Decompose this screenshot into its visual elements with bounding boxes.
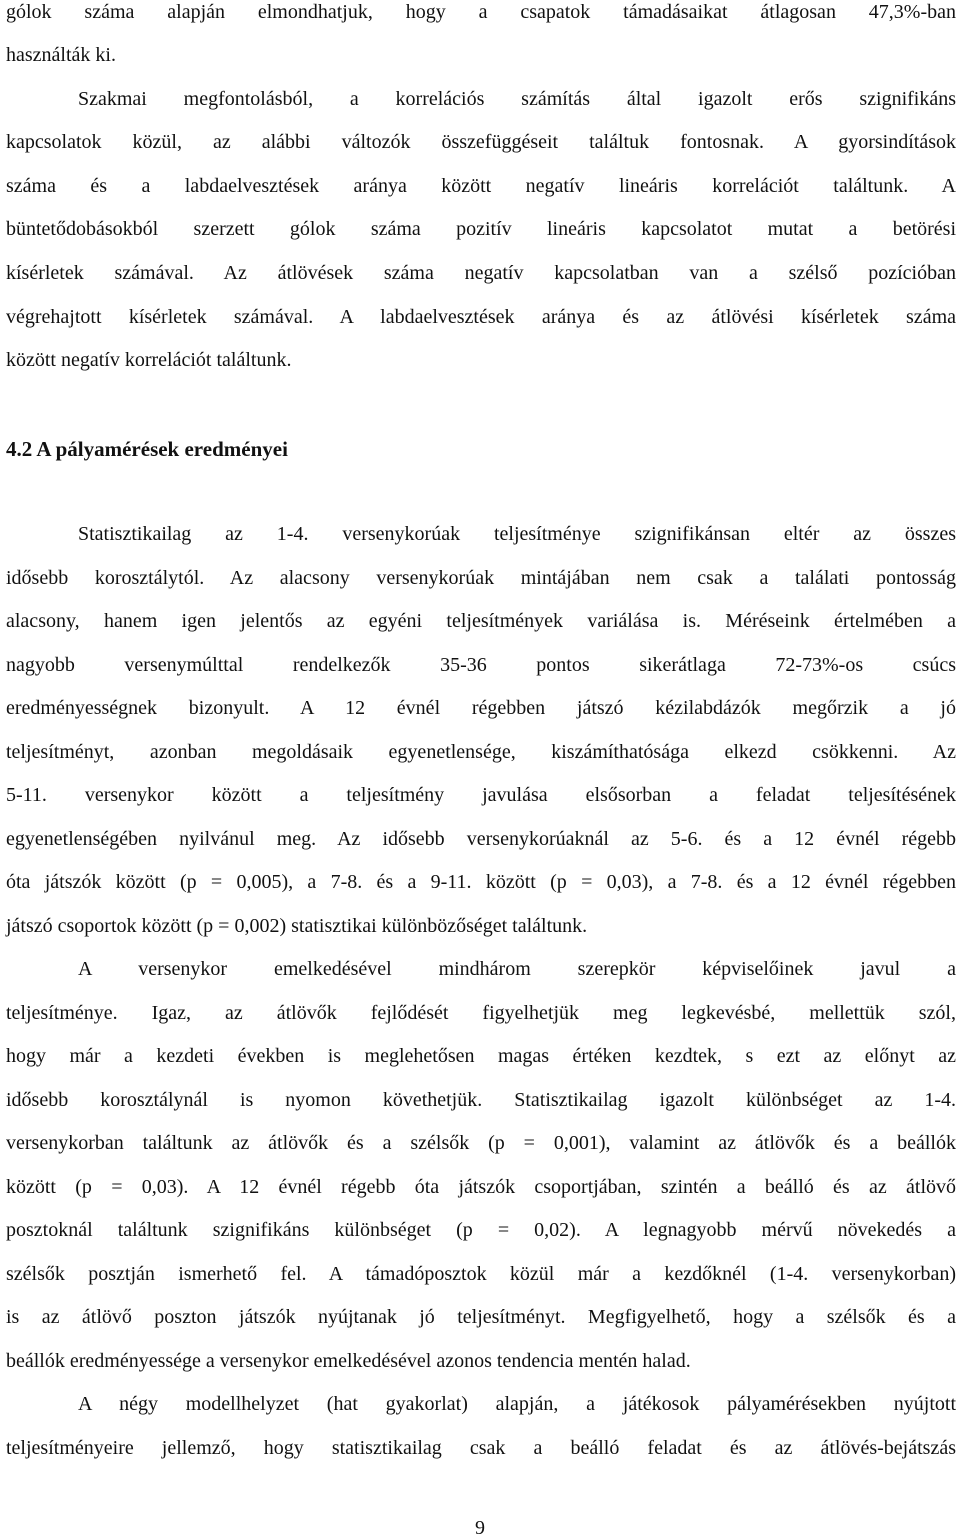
text-line: 5-11. versenykor között a teljesítmény javulása elsősorban a feladat teljesítésének [6, 784, 956, 806]
text-line: Statisztikailag az 1-4. versenykorúak teljesítménye szignifikánsan eltér az összes [78, 523, 956, 545]
text-line: kísérletek számával. Az átlövések száma negatív kapcsolatban van a szélső pozícióban [6, 262, 956, 284]
text-line: teljesítménye. Igaz, az átlövők fejlődését figyelhetjük meg legkevésbé, mellettük szól, [6, 1002, 956, 1024]
text-line: A versenykor emelkedésével mindhárom szerepkör képviselőinek javul a [78, 958, 956, 980]
section-heading: 4.2 A pályamérések eredményei [6, 437, 288, 461]
text-line: között (p = 0,03). A 12 évnél régebb óta játszók csoportjában, szintén a beálló és az átlövő [6, 1176, 956, 1198]
text-line: játszó csoportok között (p = 0,002) statisztikai különbözőséget találtunk. [6, 915, 588, 937]
text-line: alacsony, hanem igen jelentős az egyéni teljesítmények variálása is. Méréseink értelmében a [6, 610, 956, 632]
text-line: beállók eredményessége a versenykor emelkedésével azonos tendencia mentén halad. [6, 1350, 691, 1372]
text-line: A négy modellhelyzet (hat gyakorlat) alapján, a játékosok pályamérésekben nyújtott [78, 1393, 956, 1415]
text-line: eredményességnek bizonyult. A 12 évnél régebben játszó kézilabdázók megőrzik a jó [6, 697, 956, 719]
text-line: nagyobb versenymúlttal rendelkezők 35-36 pontos sikerátlaga 72-73%-os csúcs [6, 654, 956, 676]
text-line: óta játszók között (p = 0,005), a 7-8. és a 9-11. között (p = 0,03), a 7-8. és a 12 évnél régebben [6, 871, 956, 893]
text-line: használták ki. [6, 44, 116, 66]
text-line: gólok száma alapján elmondhatjuk, hogy a csapatok támadásaikat átlagosan 47,3%-ban [6, 1, 956, 23]
text-line: hogy már a kezdeti években is meglehetősen magas értéken kezdtek, s ezt az előnyt az [6, 1045, 956, 1067]
text-line: versenykorban találtunk az átlövők és a szélsők (p = 0,001), valamint az átlövők és a beállók [6, 1132, 956, 1154]
text-line: szélsők posztján ismerhető fel. A támadóposztok közül már a kezdőknél (1-4. versenykorban) [6, 1263, 956, 1285]
text-line: posztoknál találtunk szignifikáns különbséget (p = 0,02). A legnagyobb mérvű növekedés a [6, 1219, 956, 1241]
page-number: 9 [475, 1517, 485, 1539]
text-line: teljesítményeire jellemző, hogy statisztikailag csak a beálló feladat és az átlövés-bejátszás [6, 1437, 956, 1459]
text-line: büntetődobásokból szerzett gólok száma pozitív lineáris kapcsolatot mutat a betörési [6, 218, 956, 240]
text-line: idősebb korosztálynál is nyomon követhetjük. Statisztikailag igazolt különbséget az 1-4. [6, 1089, 956, 1111]
text-line: Szakmai megfontolásból, a korrelációs számítás által igazolt erős szignifikáns [78, 88, 956, 110]
text-line: teljesítményt, azonban megoldásaik egyenetlensége, kiszámíthatósága elkezd csökkenni. Az [6, 741, 956, 763]
text-line: kapcsolatok közül, az alábbi változók összefüggéseit találtuk fontosnak. A gyorsindítások [6, 131, 956, 153]
text-line: végrehajtott kísérletek számával. A labdaelvesztések aránya és az átlövési kísérletek száma [6, 306, 956, 328]
text-line: között negatív korrelációt találtunk. [6, 349, 292, 371]
text-line: száma és a labdaelvesztések aránya között negatív lineáris korrelációt találtunk. A [6, 175, 956, 197]
text-line: idősebb korosztálytól. Az alacsony versenykorúak mintájában nem csak a találati pontosság [6, 567, 956, 589]
text-line: egyenetlenségében nyilvánul meg. Az idősebb versenykorúaknál az 5-6. és a 12 évnél régebb [6, 828, 956, 850]
text-line: is az átlövő poszton játszók nyújtanak jó teljesítményt. Megfigyelhető, hogy a szélsők és a [6, 1306, 956, 1328]
